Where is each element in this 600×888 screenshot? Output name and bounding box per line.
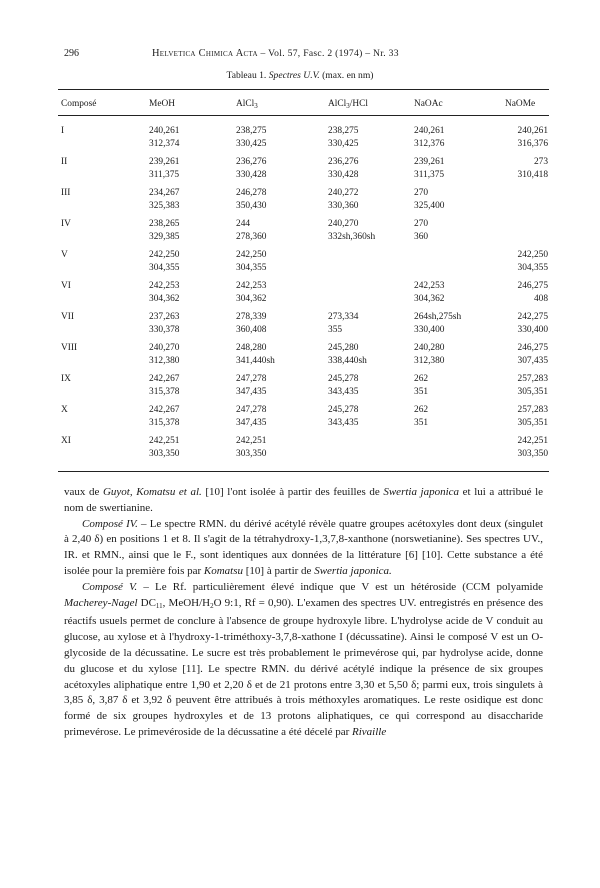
meoh-cell (149, 373, 179, 399)
meoh-cell (149, 280, 179, 306)
body-text (64, 485, 543, 741)
band-value: 247,278 (236, 374, 267, 384)
column-header-naome: NaOMe (505, 99, 536, 109)
band-value: 245,280 (328, 343, 359, 353)
italic-text: Swertia japonica. (314, 564, 392, 577)
meoh-cell (149, 404, 179, 430)
alcl3-cell (236, 187, 266, 213)
band-value: 242,267 (149, 405, 180, 415)
naoac-cell (414, 125, 444, 151)
band-value: 312,380 (149, 356, 180, 366)
band-value: 304,355 (517, 263, 548, 273)
alcl3-cell (236, 218, 266, 244)
band-value: 330,428 (236, 170, 267, 180)
journal-title: Helvetica Chimica Acta (152, 48, 258, 59)
meoh-cell (149, 125, 179, 151)
band-value: 315,378 (149, 418, 180, 428)
table-top-rule (58, 89, 549, 90)
naome-cell (518, 125, 548, 151)
band-value: 310,418 (517, 170, 548, 180)
band-value: 305,351 (517, 418, 548, 428)
compound-cell: X (61, 405, 68, 415)
band-value: 360 (414, 232, 429, 242)
band-value: 238,275 (236, 126, 267, 136)
compound-cell: II (61, 157, 68, 167)
column-header-alcl3-hcl: AlCl$_3$/HCl (328, 99, 368, 110)
band-value: 330,360 (328, 201, 359, 211)
band-value: 257,283 (517, 405, 548, 415)
band-value: 312,376 (414, 139, 445, 149)
naoac-cell (414, 187, 444, 213)
italic-text: Macherey-Nagel (64, 596, 138, 609)
band-value: 408 (533, 294, 548, 304)
band-value: 350,430 (236, 201, 267, 211)
alcl3-cell (236, 311, 266, 337)
band-value: 355 (328, 325, 343, 335)
compound-cell: VII (61, 312, 75, 322)
alcl3-cell (236, 280, 266, 306)
running-header (64, 48, 538, 62)
band-value: 262 (414, 374, 429, 384)
alcl3-hcl-cell (328, 218, 375, 244)
band-value: 239,261 (149, 157, 180, 167)
text-run: 2 (210, 601, 214, 610)
naome-cell (518, 435, 548, 461)
band-value: 360,408 (236, 325, 267, 335)
naome-cell (518, 249, 548, 275)
meoh-cell (149, 249, 179, 275)
meoh-cell (149, 156, 179, 182)
band-value: 242,251 (517, 436, 548, 446)
band-value: 248,280 (236, 343, 267, 353)
alcl3-hcl-cell (328, 156, 358, 182)
band-value: 303,350 (236, 449, 267, 459)
compound-cell: XI (61, 436, 71, 446)
band-value: 273 (533, 157, 548, 167)
naoac-cell (414, 218, 428, 244)
band-value: 347,435 (236, 418, 267, 428)
band-value: 303,350 (149, 449, 180, 459)
band-value: 264sh,275sh (414, 312, 462, 322)
naoac-cell (414, 156, 444, 182)
band-value: 244 (236, 219, 251, 229)
alcl3-cell (236, 342, 275, 368)
band-value: 330,378 (149, 325, 180, 335)
band-value: 329,385 (149, 232, 180, 242)
compound-cell: IX (61, 374, 71, 384)
meoh-cell (149, 435, 179, 461)
band-value: 242,251 (149, 436, 180, 446)
naome-cell (518, 342, 548, 368)
band-value: 325,383 (149, 201, 180, 211)
band-value: 270 (414, 219, 429, 229)
band-value: 240,261 (149, 126, 180, 136)
band-value: 330,425 (236, 139, 267, 149)
band-value: 247,278 (236, 405, 267, 415)
table-caption-title: Spectres U.V. (268, 70, 320, 81)
band-value: 270 (414, 188, 429, 198)
band-value: 343,435 (328, 418, 359, 428)
band-value: 330,425 (328, 139, 359, 149)
band-value: 242,253 (149, 281, 180, 291)
band-value: 312,374 (149, 139, 180, 149)
alcl3-cell (236, 249, 266, 275)
band-value: 245,278 (328, 405, 359, 415)
band-value: 332sh,360sh (328, 232, 376, 242)
text-run: – Le spectre RMN. du dérivé acétylé révèle quatre groupes acétoxyles dont deux (singulet à 2,40 δ) en positions 1 et 8. Il s'agit de la tétrahydroxy-1,3,7,8-xanthone (norswetianine). Ses spectres UV., IR. et RMN., ainsi que le F., sont identiques aux données de la littérature [6] [10]. Cette substance a été isolée pour la première fois par (64, 517, 543, 577)
band-value: 236,276 (328, 157, 359, 167)
band-value: 278,339 (236, 312, 267, 322)
meoh-cell (149, 342, 179, 368)
alcl3-cell (236, 373, 266, 399)
naome-cell (518, 311, 548, 337)
band-value: 246,278 (236, 188, 267, 198)
alcl3-hcl-cell (328, 342, 367, 368)
alcl3-hcl-cell (328, 404, 358, 430)
italic-text: Swertia japonica (383, 486, 460, 498)
band-value: 278,360 (236, 232, 267, 242)
band-value: 240,261 (414, 126, 445, 136)
band-value: 242,253 (414, 281, 445, 291)
band-value: 240,280 (414, 343, 445, 353)
band-value: 240,261 (517, 126, 548, 136)
table-caption-prefix: Tableau 1. (226, 70, 267, 81)
naome-cell (518, 404, 548, 430)
band-value: 236,276 (236, 157, 267, 167)
table-bottom-rule (58, 471, 549, 472)
band-value: 351 (414, 387, 429, 397)
italic-text: Guyot, Komatsu et al. (102, 486, 202, 498)
band-value: 347,435 (236, 387, 267, 397)
table-header-rule (58, 115, 549, 116)
text-run: DC (137, 596, 156, 609)
band-value: 245,278 (328, 374, 359, 384)
band-value: 238,275 (328, 126, 359, 136)
band-value: 242,250 (149, 250, 180, 260)
band-value: 242,251 (236, 436, 267, 446)
alcl3-hcl-cell (328, 373, 358, 399)
compound-cell: I (61, 126, 65, 136)
band-value: 242,250 (236, 250, 267, 260)
journal-reference (152, 48, 399, 59)
compound-cell: III (61, 188, 71, 198)
alcl3-cell (236, 156, 266, 182)
band-value: 325,400 (414, 201, 445, 211)
band-value: 273,334 (328, 312, 359, 322)
band-value: 234,267 (149, 188, 180, 198)
compound-cell: VI (61, 281, 71, 291)
naome-cell (518, 373, 548, 399)
alcl3-cell (236, 125, 266, 151)
italic-text: Komatsu (203, 564, 244, 577)
meoh-cell (149, 187, 179, 213)
band-value: 304,362 (236, 294, 267, 304)
band-value: 338,440sh (328, 356, 367, 366)
text-run: [10] l'ont isolée à partir des feuilles de (201, 486, 384, 498)
paragraph-compose-iv (64, 517, 543, 580)
band-value: 239,261 (414, 157, 445, 167)
text-run: vaux de (64, 486, 103, 498)
column-header-compose: Composé (61, 99, 97, 109)
band-value: 262 (414, 405, 429, 415)
naoac-cell (414, 404, 428, 430)
naoac-cell (414, 342, 444, 368)
band-value: 304,362 (414, 294, 445, 304)
band-value: 311,375 (414, 170, 445, 180)
table-caption (0, 70, 600, 81)
text-run: [10] à partir de (243, 564, 315, 577)
table-caption-suffix: (max. en nm) (322, 70, 374, 81)
italic-text: Composé IV. (82, 517, 138, 530)
text-run: 11 (155, 601, 163, 610)
text-run: O 9:1, Rf = 0,90). L'examen des spectres UV. entregistrés en présence des réactifs usuels permet de conclure à l'absence de groupe hydroxyle libre. L'hydrolyse acide de V conduit au glucose, au xylose et à l'hydroxy-1-triméthoxy-3,7,8-xathone I (décussatine). Ainsi le composé V est un O-glycoside de la décussatine. Le sucre est très probablement le primevérose qui, par hydrolyse acide, donne du glucose et du xylose [11]. Le spectre RMN. du dérivé acétylé indique la présence de six groupes acétoxyles aliphatique entre 1,90 et 2,20 δ et de 21 protons entre 3,30 et 5,50 δ; parmi eux, trois singulets à 3,85 δ, 3,87 δ et 3,92 δ peuvent être attribués à trois méthoxyles aromatiques. Le reste osidique est donc formé de six groupes hydroxyles et de 13 protons aliphatiques, ce qui correspond au disaccharide primevérose. Le primevéroside de la décussatine a été décelé par (64, 596, 543, 738)
italic-text: Rivaille (352, 725, 387, 738)
band-value: 237,263 (149, 312, 180, 322)
naoac-cell (414, 373, 428, 399)
band-value: 303,350 (517, 449, 548, 459)
band-value: 343,435 (328, 387, 359, 397)
band-value: 242,275 (517, 312, 548, 322)
naoac-cell (414, 311, 461, 337)
text-run: – Le Rf. particulièrement élevé indique que V est un hétéroside (CCM polyamide (137, 580, 543, 593)
band-value: 311,375 (149, 170, 180, 180)
meoh-cell (149, 218, 179, 244)
band-value: 304,355 (149, 263, 180, 273)
band-value: 351 (414, 418, 429, 428)
column-header-alcl3: AlCl$_3$ (236, 99, 258, 110)
alcl3-cell (236, 404, 266, 430)
column-header-naoac: NaOAc (414, 99, 443, 109)
band-value: 307,435 (517, 356, 548, 366)
band-value: 242,250 (517, 250, 548, 260)
band-value: 304,362 (149, 294, 180, 304)
band-value: 240,272 (328, 188, 359, 198)
band-value: 242,267 (149, 374, 180, 384)
column-header-meoh: MeOH (149, 99, 176, 109)
band-value: 330,428 (328, 170, 359, 180)
italic-text: Composé V. (82, 580, 138, 593)
alcl3-hcl-cell (328, 311, 358, 337)
text-run: et lui a attribué le nom de swertianine. (64, 486, 544, 514)
band-value: 242,253 (236, 281, 267, 291)
alcl3-hcl-cell (328, 125, 358, 151)
band-value: 316,376 (517, 139, 548, 149)
band-value: 315,378 (149, 387, 180, 397)
compound-cell: VIII (61, 343, 78, 353)
band-value: 240,270 (149, 343, 180, 353)
compound-cell: V (61, 250, 68, 260)
paragraph-compose-v (64, 580, 543, 741)
band-value: 246,275 (517, 281, 548, 291)
alcl3-cell (236, 435, 266, 461)
meoh-cell (149, 311, 179, 337)
naoac-cell (414, 280, 444, 306)
band-value: 246,275 (517, 343, 548, 353)
naome-cell (518, 280, 548, 306)
band-value: 330,400 (517, 325, 548, 335)
band-value: 305,351 (517, 387, 548, 397)
text-run: , MeOH/H (162, 596, 211, 609)
paragraph-swertianine (64, 485, 543, 517)
band-value: 341,440sh (236, 356, 275, 366)
band-value: 240,270 (328, 219, 359, 229)
band-value: 330,400 (414, 325, 445, 335)
page-number: 296 (64, 48, 79, 59)
issue-info: – Vol. 57, Fasc. 2 (1974) – Nr. 33 (260, 48, 399, 59)
band-value: 257,283 (517, 374, 548, 384)
band-value: 312,380 (414, 356, 445, 366)
alcl3-hcl-cell (328, 187, 358, 213)
band-value: 238,265 (149, 219, 180, 229)
band-value: 304,355 (236, 263, 267, 273)
compound-cell: IV (61, 219, 71, 229)
naome-cell (518, 156, 548, 182)
